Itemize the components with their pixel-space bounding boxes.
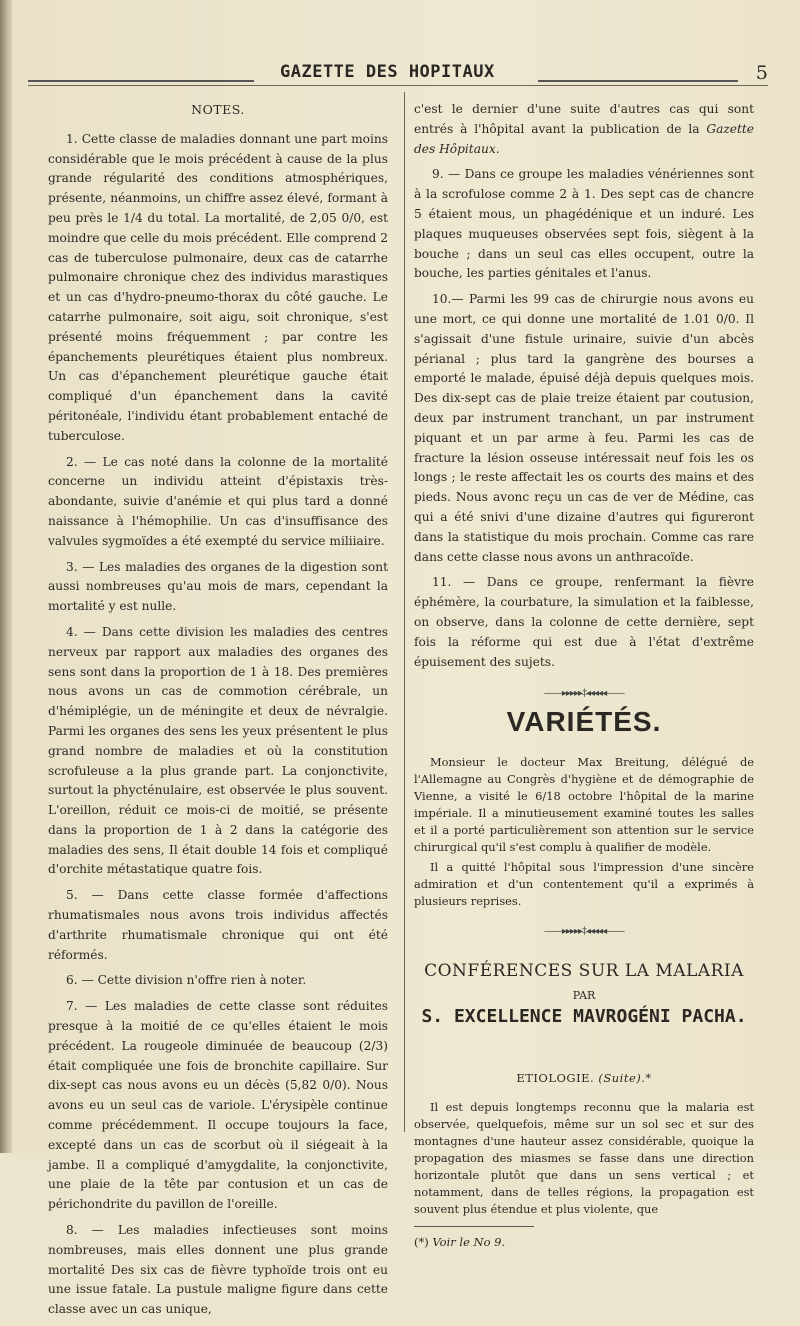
note-9: 9. — Dans ce groupe les maladies vénériennes sont à la scrofulose comme 2 à 1. Des sept cas de chancre 5 étaient mous, un phagédénique et un induré. Les plaques muqueuses observées sept fois, siègent à la bouche ; dans un seul cas elles occupent, outre la bouche, les parties génitales et l'anus. xyxy=(414,167,754,281)
footnote-rule xyxy=(414,1226,534,1227)
header-rule-right xyxy=(538,80,738,82)
page-header xyxy=(28,58,768,88)
note-11: 11. — Dans ce groupe, renfermant la fièvre éphémère, la courbature, la simulation et la faiblesse, on observe, dans la colonne de cette dernière, sept fois la réforme qui est due à l'état d'extrême épuisement des sujets. xyxy=(414,575,754,669)
etiologie-paragraph: Il est depuis longtemps reconnu que la malaria est observée, quelquefois, même sur un sol sec et sur des montagnes d'une hauteur assez considérable, quoique la propagation des miasmes se fasse dans une direction horizontale plutôt que dans un sens vertical ; et notamment, dans de telles régions, la propagation est souvent plus étendue et plus violente, que xyxy=(414,1099,754,1216)
ornament-divider-2: ——▸▸▸▸▸‡◂◂◂◂◂—— xyxy=(543,925,625,937)
note-8: 8. — Les maladies infectieuses sont moins nombreuses, mais elles donnent une plus grande mortalité Des six cas de fièvre typhoïde trois ont eu une issue fatale. La pustule maligne figure dans cette classe avec un cas unique, xyxy=(48,1223,388,1317)
etiologie-heading xyxy=(414,1069,754,1089)
header-rule-left xyxy=(28,80,254,82)
note-1: 1. Cette classe de maladies donnant une part moins considérable que le mois précédent à cause de la plus grande régularité des conditions atmosphériques, présente, néanmoins, un chiffre assez élevé, formant à peu près le 1/4 du total. La mortalité, de 2,05 0/0, est moindre que celle du mois précédent. Elle comprend 2 cas de tuberculose pulmonaire, deux cas de catarrhe pulmonaire chronique chez des individus marastiques et un cas d'hydro-pneumo-thorax du côté gauche. Le catarrhe pulmonaire, soit aigu, soit chronique, s'est présenté moins fréquemment ; par contre les épanchements pleurétiques étaient plus nombreux. Un cas d'épanchement pleurétique gauche était compliqué d'un épanchement dans la cavité péritonéale, l'individu étant probablement entaché de tuberculose. xyxy=(48,131,388,443)
notes-heading: NOTES. xyxy=(191,102,245,117)
conference-author: S. EXCELLENCE MAVROGÉNI PACHA. xyxy=(421,1006,747,1028)
note-6: 6. — Cette division n'offre rien à noter. xyxy=(66,973,307,988)
etiologie-suite: (Suite).* xyxy=(598,1071,652,1086)
footnote-mark: (*) xyxy=(414,1234,429,1249)
note-10: 10.— Parmi les 99 cas de chirurgie nous avons eu une mort, ce qui donne une mortalité de 1.01 0/0. Il s'agissait d'une fistule urinaire, suivie d'un abcès périanal ; plus tard la gangrène des bourses a emporté le malade, épuisé déjà depuis quelques mois. Des dix-sept cas de plaie treize étaient par coutusion, deux par instrument tranchant, un par instrument piquant et un par arme à feu. Parmi les cas de fracture la lésion osseuse intéressait neuf fois les os longs ; le reste affectait les os courts des mains et des pieds. Nous avonc reçu un cas de ver de Médine, cas qui a été snivi d'une dizaine d'autres qui figureront dans la statistique du mois prochain. Comme cas rare dans cette classe nous avons un anthracoïde. xyxy=(414,292,754,564)
note-7: 7. — Les maladies de cette classe sont réduites presque à la moitié de ce qu'elles étaient le mois précédent. La rougeole diminuée de beaucoup (2/3) était compliquée une fois de bronchite capillaire. Sur dix-sept cas nous avons eu un décès (5,82 0/0). Nous avons eu un seul cas de variole. L'érysipèle continue comme précédemment. Il occupe toujours la face, excepté dans un cas de scorbut où il siégeait à la jambe. Il a compliqué d'amygdalite, la conjonctivite, une plaie de la tête par contusion et un cas de périchondrite du pavillon de l'oreille. xyxy=(48,999,388,1212)
conference-par: PAR xyxy=(572,988,596,1002)
conference-title: CONFÉRENCES SUR LA MALARIA xyxy=(424,960,744,981)
right-column xyxy=(414,100,754,1253)
ornament-divider: ——▸▸▸▸▸‡◂◂◂◂◂—— xyxy=(543,688,625,700)
varietes-paragraph-2: Il a quitté l'hôpital sous l'impression d'une sincère admiration et d'un contentement qu'il a exprimés à plusieurs reprises. xyxy=(414,859,754,908)
note-5: 5. — Dans cette classe formée d'affections rhumatismales nous avons trois individus affectés d'arthrite rhumatismale chronique qui ont été réformés. xyxy=(48,888,388,962)
page-number: 5 xyxy=(755,62,768,84)
note-3: 3. — Les maladies des organes de la digestion sont aussi nombreuses qu'au mois de mars, cependant la mortalité y est nulle. xyxy=(48,559,388,614)
etiologie-label: ETIOLOGIE. xyxy=(516,1071,595,1086)
note-2: 2. — Le cas noté dans la colonne de la mortalité concerne un individu atteint d'épistaxis très-abondante, suivie d'anémie et qui plus tard a donné naissance à l'hémophilie. Un cas d'insuffisance des valvules sygmoïdes a été exempté du service miliiaire. xyxy=(48,454,388,548)
note-8-continuation: c'est le dernier d'une suite d'autres cas qui sont entrés à l'hôpital avant la publication de la Gazette des Hôpitaux. xyxy=(414,102,754,156)
gazette-title-italic: Gazette des Hôpitaux xyxy=(414,121,754,156)
continuation-text: c'est le dernier d'une suite d'autres cas qui sont entrés à l'hôpital avant la publication de la xyxy=(414,102,754,136)
column-divider xyxy=(404,92,405,1132)
running-title: GAZETTE DES HOPITAUX xyxy=(280,62,495,82)
top-rule xyxy=(28,85,768,86)
note-4: 4. — Dans cette division les maladies des centres nerveux par rapport aux maladies des organes des sens sont dans la proportion de 1 à 18. Des premières nous avons un cas de commotion cérébrale, un d'hémiplégie, un de méningite et deux de névralgie. Parmi les organes des sens les yeux présentent le plus grand nombre de maladies et où la constitution scrofuleuse a la plus grande part. La conjonctivite, surtout la phycténulaire, est observée le plus souvent. L'oreillon, réduit ce mois-ci de moitié, se présente dans la proportion de 1 à 2 dans la catégorie des maladies des sens, Il était double 14 fois et compliqué d'orchite métastatique quatre fois. xyxy=(48,624,388,877)
left-column xyxy=(48,100,388,1326)
footnote-text: Voir le No 9. xyxy=(432,1234,506,1249)
varietes-title: VARIÉTÉS. xyxy=(506,706,662,738)
page-binding-edge xyxy=(0,0,12,1153)
footnote xyxy=(414,1233,754,1253)
varietes-paragraph-1: Monsieur le docteur Max Breitung, délégué de l'Allemagne au Congrès d'hygiène et de démographie de Vienne, a visité le 6/18 octobre l'hôpital de la marine impériale. Il a minutieusement examiné toutes les salles et il a porté particulièrement son attention sur le service chirurgical qu'il s'est complu à qualifier de modèle. xyxy=(414,754,754,854)
